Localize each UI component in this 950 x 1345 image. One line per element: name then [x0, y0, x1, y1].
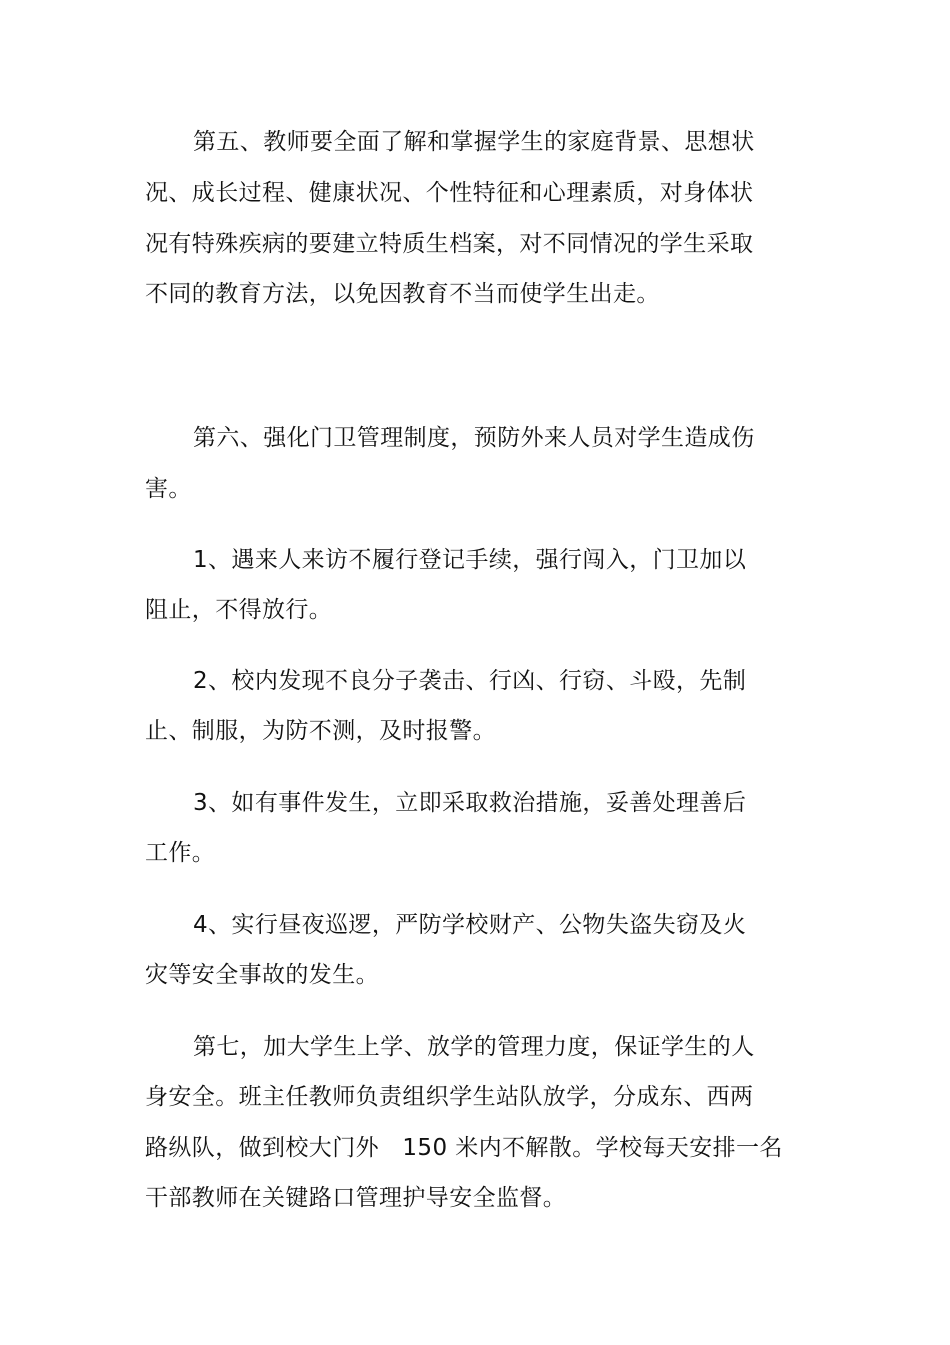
- paragraph-5-line-1: 第五、教师要全面了解和掌握学生的家庭背景、思想状: [193, 129, 755, 155]
- paragraph-7-line-4: 干部教师在关键路口管理护导安全监督。: [145, 1185, 567, 1211]
- item-2-line-2: 止、制服，为防不测，及时报警。: [145, 718, 496, 744]
- item-3-line-1: 3、如有事件发生，立即采取救治措施，妥善处理善后: [193, 790, 747, 816]
- item-4-line-1: 4、实行昼夜巡逻，严防学校财产、公物失盗失窃及火: [193, 912, 747, 938]
- item-3-line-2: 工作。: [145, 840, 216, 866]
- paragraph-5-line-2: 况、成长过程、健康状况、个性特征和心理素质，对身体状: [145, 180, 754, 206]
- paragraph-6-line-2: 害。: [145, 476, 192, 502]
- item-2-line-1: 2、校内发现不良分子袭击、行凶、行窃、斗殴，先制: [193, 668, 747, 694]
- paragraph-7-line-1: 第七，加大学生上学、放学的管理力度，保证学生的人: [193, 1034, 755, 1060]
- paragraph-5-line-4: 不同的教育方法，以免因教育不当而使学生出走。: [145, 281, 660, 307]
- paragraph-5-line-3: 况有特殊疾病的要建立特质生档案，对不同情况的学生采取: [145, 231, 754, 257]
- paragraph-7-line-2: 身安全。班主任教师负责组织学生站队放学，分成东、西两: [145, 1084, 754, 1110]
- paragraph-6-line-1: 第六、强化门卫管理制度，预防外来人员对学生造成伤: [193, 425, 755, 451]
- item-1-line-2: 阻止，不得放行。: [145, 597, 333, 623]
- paragraph-7-line-3: 路纵队，做到校大门外 150 米内不解散。学校每天安排一名: [145, 1135, 783, 1161]
- item-4-line-2: 灾等安全事故的发生。: [145, 962, 379, 988]
- item-1-line-1: 1、遇来人来访不履行登记手续，强行闯入，门卫加以: [193, 547, 747, 573]
